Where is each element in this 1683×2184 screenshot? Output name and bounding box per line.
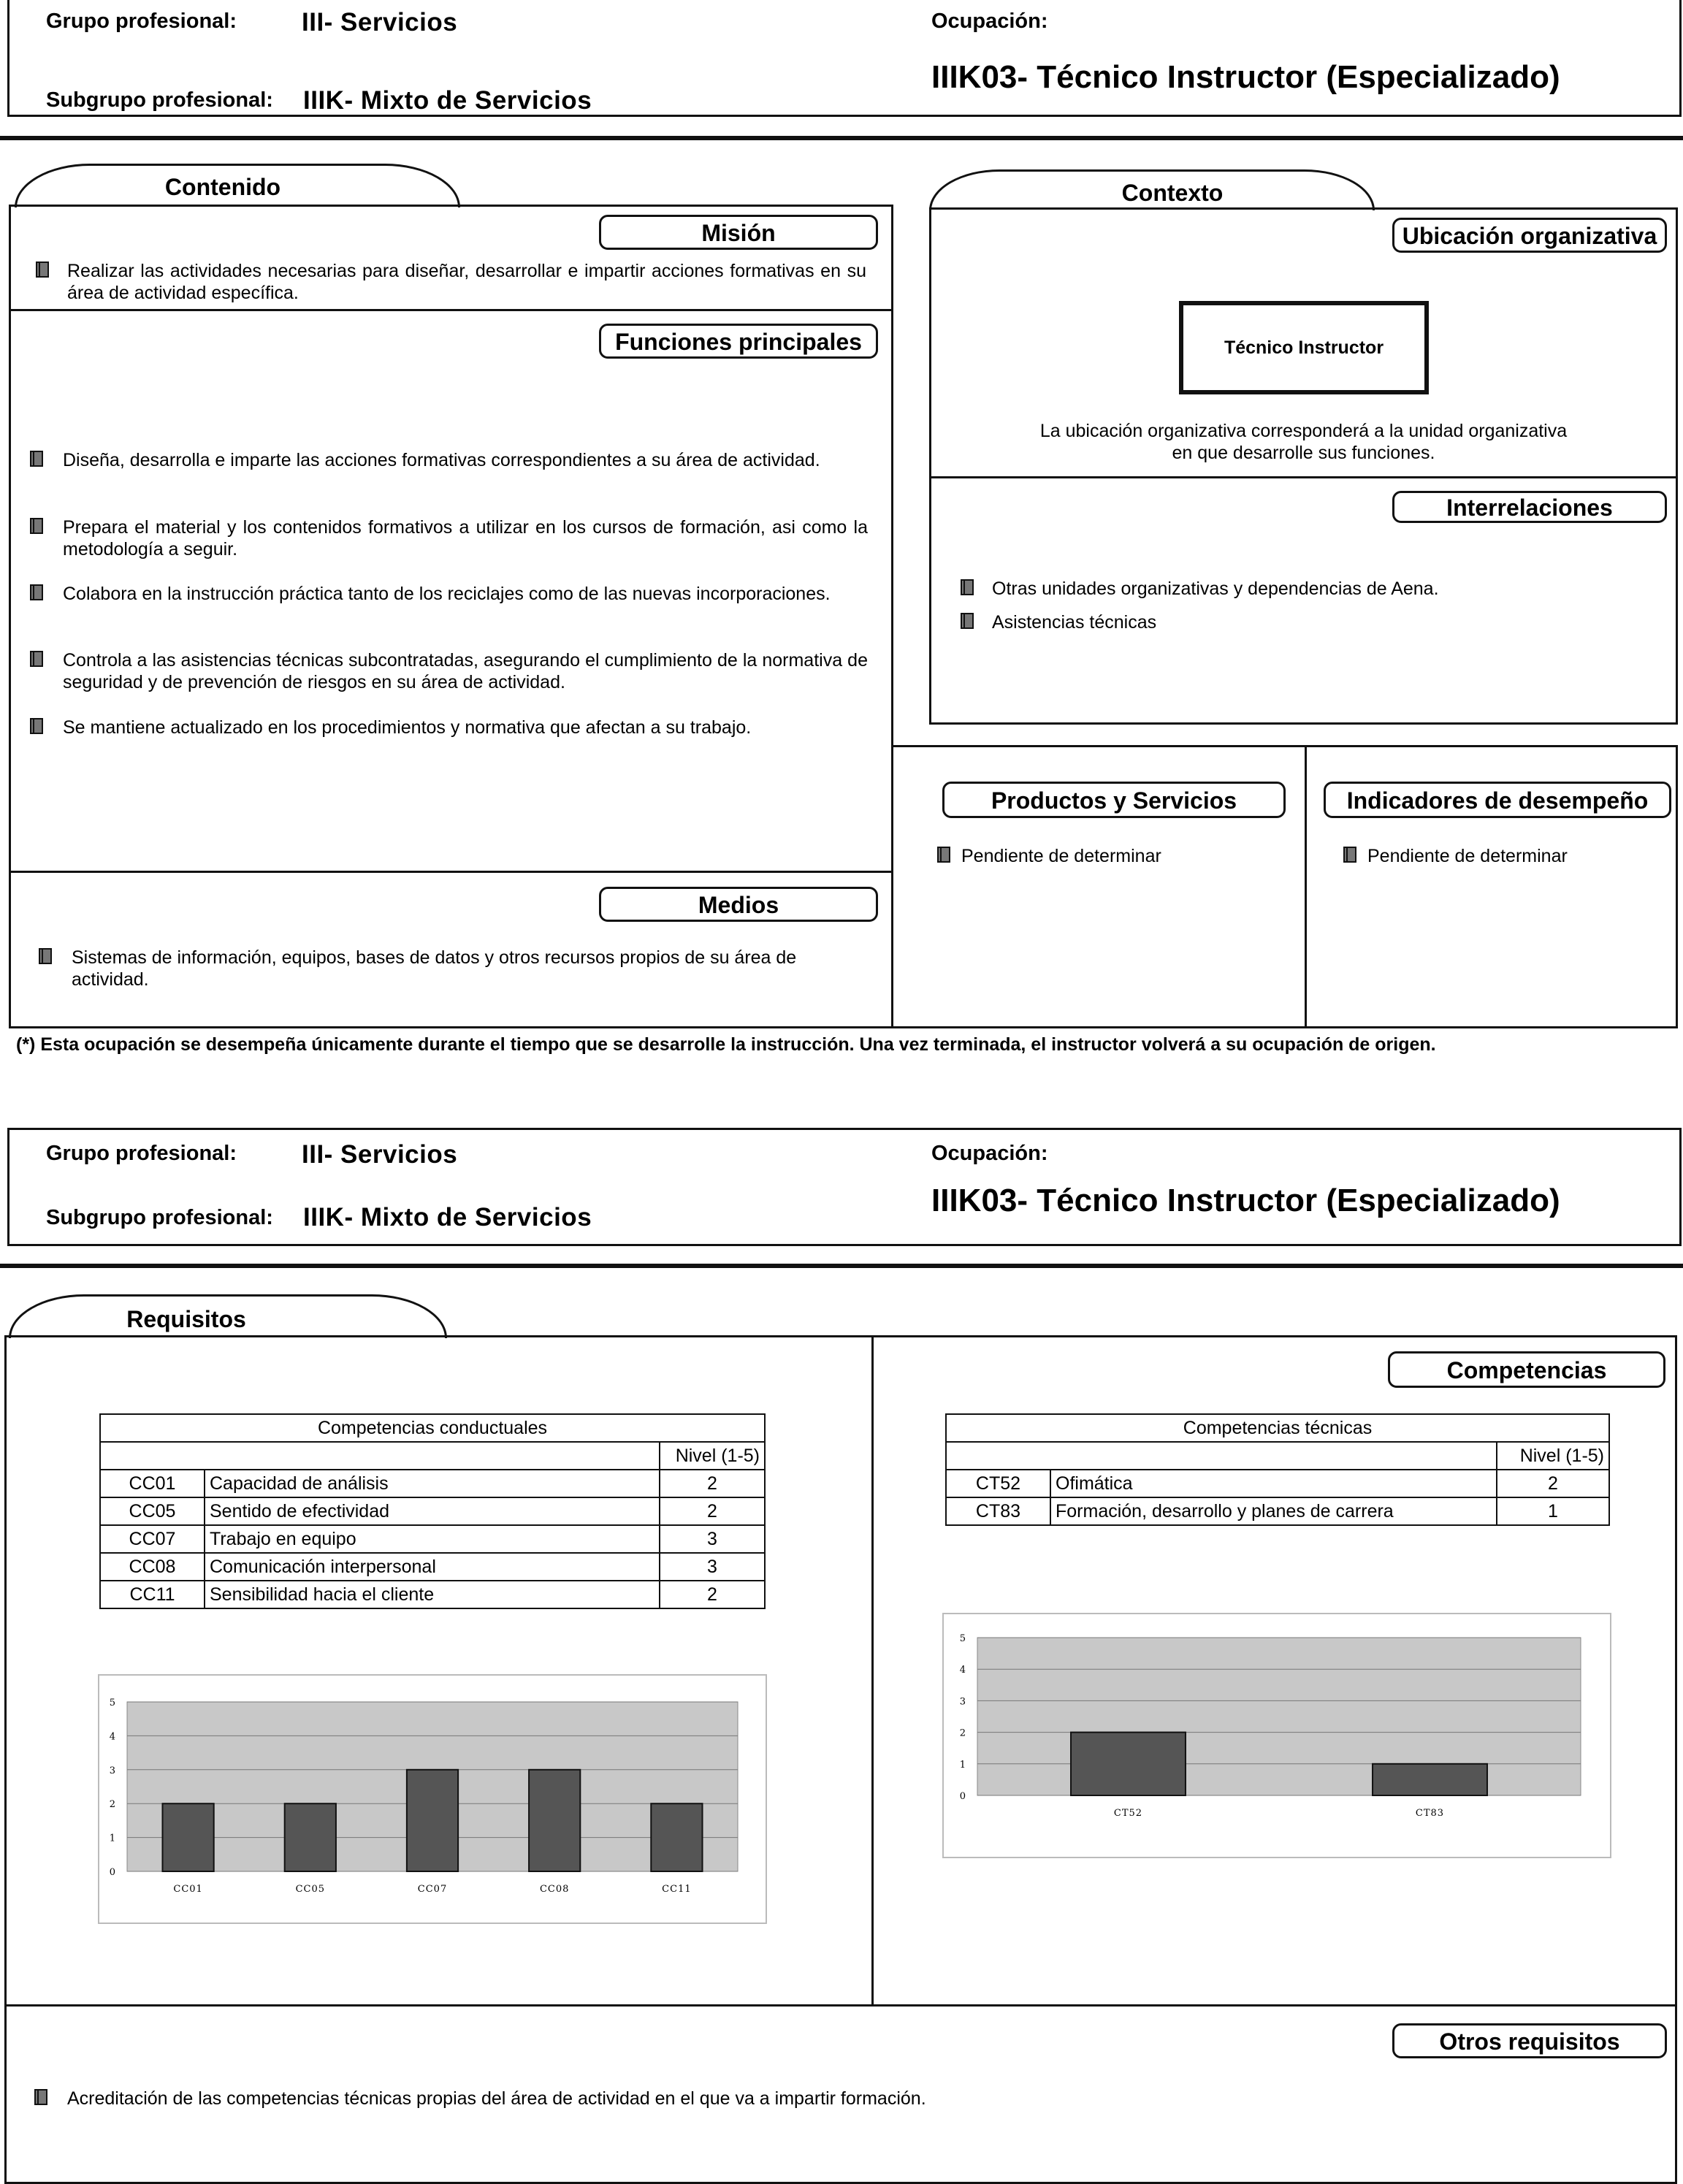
subgrupo-value: IIIK- Mixto de Servicios (303, 86, 592, 115)
bar (285, 1803, 336, 1871)
table-row (100, 1553, 765, 1581)
mision-item (35, 260, 866, 304)
bar (651, 1803, 702, 1871)
book-icon (960, 579, 976, 596)
code-cell: CT83 (946, 1497, 1050, 1525)
header-box-bottom (7, 1128, 1682, 1246)
tecnicas-table-wrap (945, 1413, 1610, 1526)
contenido-tab: Contenido (164, 174, 281, 200)
y-tick-label: 2 (109, 1799, 115, 1811)
y-tick-label: 5 (959, 1633, 966, 1644)
name-cell: Capacidad de análisis (205, 1470, 660, 1497)
y-tick-label: 1 (959, 1759, 966, 1771)
funcion-item (29, 583, 868, 605)
book-icon (29, 717, 45, 735)
nivel-header: Nivel (1-5) (1497, 1442, 1609, 1470)
plot-area (977, 1638, 1581, 1795)
divider (871, 1335, 874, 2006)
interrelacion-text: Otras unidades organizativas y dependencias de Aena. (992, 579, 1439, 599)
table-row (100, 1497, 765, 1525)
ubicacion-title: Ubicación organizativa (1392, 218, 1667, 253)
otros-title: Otros requisitos (1392, 2023, 1667, 2058)
funcion-text: Diseña, desarrolla e imparte las acciones formativas correspondientes a su área de actividad. (63, 450, 820, 470)
book-icon (38, 947, 54, 965)
ubicacion-text-2: en que desarrolle sus funciones. (1172, 443, 1435, 463)
mision-title: Misión (599, 215, 878, 250)
book-icon (34, 2088, 50, 2106)
bar (1071, 1733, 1186, 1795)
y-tick-label: 0 (109, 1867, 115, 1878)
tecnicas-table (945, 1413, 1610, 1526)
divider (9, 309, 893, 311)
book-icon (960, 612, 976, 630)
contexto-panel (929, 207, 1678, 725)
ocupacion-label: Ocupación: (931, 9, 1048, 33)
name-cell: Formación, desarrollo y planes de carrera (1050, 1497, 1497, 1525)
indicadores-item (1343, 845, 1664, 867)
conductuales-table (99, 1413, 766, 1609)
level-cell: 3 (660, 1553, 765, 1581)
bar (162, 1803, 213, 1871)
x-tick-label: CC05 (295, 1884, 326, 1895)
book-icon (29, 650, 45, 668)
ocupacion-value: IIIK03- Técnico Instructor (Especializado) (931, 1183, 1560, 1218)
book-icon (29, 450, 45, 467)
grupo-label: Grupo profesional: (46, 1142, 237, 1165)
name-cell: Trabajo en equipo (205, 1525, 660, 1553)
grupo-value: III- Servicios (302, 1140, 458, 1169)
requisitos-tab: Requisitos (126, 1306, 246, 1332)
y-tick-label: 1 (109, 1833, 115, 1844)
productos-item (936, 845, 1287, 867)
interrelaciones-title: Interrelaciones (1392, 491, 1667, 523)
y-tick-label: 0 (959, 1791, 966, 1802)
header-rule-top (0, 136, 1683, 140)
otros-text: Acreditación de las competencias técnicas propias del área de actividad en el que va a impartir formación. (67, 2088, 926, 2109)
bar (529, 1770, 580, 1871)
funcion-text: Controla a las asistencias técnicas subcontratadas, asegurando el cumplimiento de la normativa de seguridad y de prevención de riesgos en su área de actividad. (63, 650, 868, 692)
divider (4, 2004, 1677, 2007)
subgrupo-value: IIIK- Mixto de Servicios (303, 1203, 592, 1232)
level-cell: 3 (660, 1525, 765, 1553)
grupo-value: III- Servicios (302, 8, 458, 37)
y-tick-label: 4 (959, 1665, 966, 1676)
table-row (100, 1442, 765, 1470)
level-cell: 2 (660, 1497, 765, 1525)
table-row (100, 1581, 765, 1608)
y-tick-label: 2 (959, 1727, 966, 1739)
book-icon (29, 517, 45, 535)
code-cell: CC01 (100, 1470, 205, 1497)
x-tick-label: CT83 (1415, 1808, 1445, 1819)
level-cell: 1 (1497, 1497, 1609, 1525)
ocupacion-label: Ocupación: (931, 1142, 1048, 1165)
funcion-item (29, 449, 868, 471)
org-unit-box (1179, 301, 1429, 394)
medios-title: Medios (599, 887, 878, 922)
name-cell: Sensibilidad hacia el cliente (205, 1581, 660, 1608)
funcion-text: Colabora en la instrucción práctica tanto de los reciclajes como de las nuevas incorporaciones. (63, 584, 831, 604)
x-tick-label: CC08 (539, 1884, 570, 1895)
table-row (100, 1470, 765, 1497)
name-cell: Comunicación interpersonal (205, 1553, 660, 1581)
ocupacion-value: IIIK03- Técnico Instructor (Especializado) (931, 59, 1560, 95)
table-row (946, 1470, 1609, 1497)
grupo-label: Grupo profesional: (46, 9, 237, 33)
funcion-item (29, 516, 868, 560)
y-tick-label: 3 (109, 1765, 115, 1776)
book-icon (29, 584, 45, 601)
x-tick-label: CC07 (417, 1884, 448, 1895)
code-cell: CC07 (100, 1525, 205, 1553)
code-cell: CC08 (100, 1553, 205, 1581)
chart-tecnicas (942, 1613, 1611, 1858)
conductuales-table-wrap (99, 1413, 766, 1609)
subgrupo-label: Subgrupo profesional: (46, 1206, 273, 1229)
bar (407, 1770, 458, 1871)
x-tick-label: CC11 (662, 1884, 692, 1895)
x-tick-label: CT52 (1113, 1808, 1143, 1819)
medios-item (38, 947, 856, 990)
bar (1373, 1764, 1487, 1795)
footnote: (*) Esta ocupación se desempeña únicamente durante el tiempo que se desarrolle la instrucción. Una vez terminada, el instructor volverá a su ocupación de origen. (16, 1034, 1436, 1055)
funcion-text: Se mantiene actualizado en los procedimientos y normativa que afectan a su trabajo. (63, 717, 752, 738)
conductuales-title: Competencias conductuales (100, 1414, 765, 1442)
chart-conductuales (98, 1674, 767, 1924)
name-cell: Sentido de efectividad (205, 1497, 660, 1525)
indicadores-title: Indicadores de desempeño (1324, 782, 1671, 818)
book-icon (936, 846, 953, 863)
interrelacion-item (960, 611, 1654, 633)
book-icon (1343, 846, 1359, 863)
productos-title: Productos y Servicios (942, 782, 1286, 818)
nivel-header: Nivel (1-5) (660, 1442, 765, 1470)
productos-text: Pendiente de determinar (961, 846, 1161, 866)
table-row (946, 1442, 1609, 1470)
divider (929, 476, 1678, 478)
level-cell: 2 (1497, 1470, 1609, 1497)
interrelacion-text: Asistencias técnicas (992, 612, 1157, 633)
table-row (100, 1525, 765, 1553)
table-row (946, 1497, 1609, 1525)
name-cell: Ofimática (1050, 1470, 1497, 1497)
mision-text: Realizar las actividades necesarias para diseñar, desarrollar e impartir acciones formativas en su área de actividad específica. (67, 261, 866, 303)
y-tick-label: 4 (109, 1731, 115, 1743)
level-cell: 2 (660, 1581, 765, 1608)
otros-item (34, 2088, 1641, 2109)
x-tick-label: CC01 (173, 1884, 203, 1895)
indicadores-text: Pendiente de determinar (1367, 846, 1568, 866)
header-rule-bottom (0, 1264, 1683, 1268)
y-tick-label: 3 (959, 1696, 966, 1708)
tecnicas-title: Competencias técnicas (946, 1414, 1609, 1442)
header-box-top (7, 0, 1682, 117)
interrelacion-item (960, 578, 1654, 600)
divider (9, 871, 893, 873)
org-unit-label: Técnico Instructor (1224, 337, 1384, 358)
funciones-title: Funciones principales (599, 324, 878, 359)
level-cell: 2 (660, 1470, 765, 1497)
code-cell: CT52 (946, 1470, 1050, 1497)
y-tick-label: 5 (109, 1698, 115, 1708)
funcion-item (29, 717, 868, 738)
funcion-item (29, 649, 868, 693)
code-cell: CC11 (100, 1581, 205, 1608)
medios-text: Sistemas de información, equipos, bases de datos y otros recursos propios de su área de actividad. (72, 947, 797, 990)
book-icon (35, 261, 51, 278)
funcion-text: Prepara el material y los contenidos formativos a utilizar en los cursos de formación, asi como la metodología a seguir. (63, 517, 868, 560)
ubicacion-text-1: La ubicación organizativa corresponderá a la unidad organizativa (1039, 421, 1568, 441)
subgrupo-label: Subgrupo profesional: (46, 88, 273, 112)
contexto-tab: Contexto (1121, 180, 1224, 206)
code-cell: CC05 (100, 1497, 205, 1525)
competencias-title: Competencias (1388, 1351, 1665, 1388)
